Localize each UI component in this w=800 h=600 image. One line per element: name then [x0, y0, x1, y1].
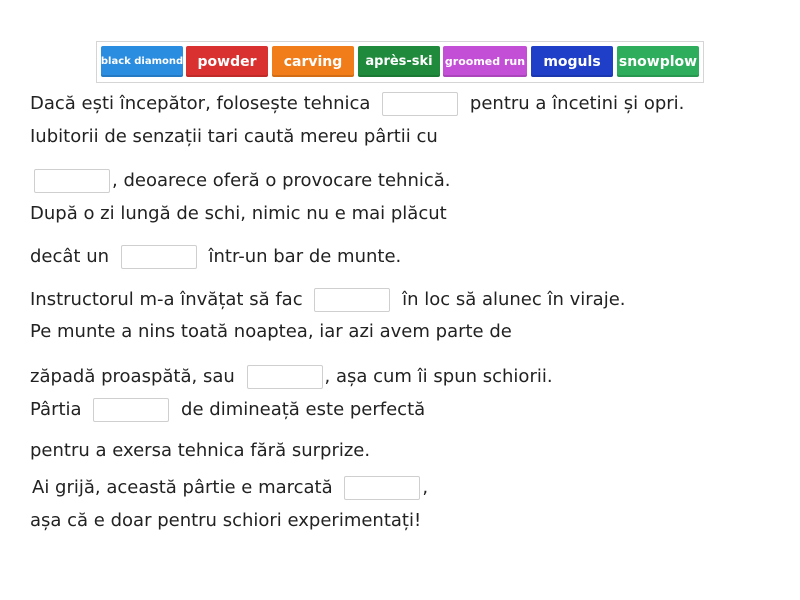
word-bank — [96, 41, 704, 83]
sentence-text: zăpadă proaspătă, sau — [30, 366, 235, 387]
sentence-1 — [30, 92, 684, 116]
sentence-7-line-1 — [32, 476, 428, 500]
sentence-5-line-2 — [30, 365, 553, 389]
chip-carving[interactable]: carving — [272, 46, 354, 77]
sentence-2-line-2 — [34, 169, 451, 193]
sentence-6-line-2 — [30, 440, 370, 462]
sentence-text: Pe munte a nins toată noaptea, iar azi avem parte de — [30, 321, 512, 342]
blank-drop-zone-6[interactable] — [93, 398, 169, 422]
sentence-text: Iubitorii de senzații tari caută mereu pârtii cu — [30, 126, 438, 147]
blank-drop-zone-2[interactable] — [34, 169, 110, 193]
chip-groomed-run[interactable]: groomed run — [443, 46, 527, 77]
sentence-text: decât un — [30, 246, 110, 267]
sentence-text: în loc să alunec în viraje. — [402, 289, 626, 310]
sentence-3-line-1 — [30, 203, 447, 225]
sentence-text: pentru a exersa tehnica fără surprize. — [30, 440, 371, 461]
blank-drop-zone-7[interactable] — [344, 476, 420, 500]
sentence-text: , — [422, 477, 429, 498]
sentence-text: Instructorul m-a învățat să fac — [30, 289, 303, 310]
sentence-text: , așa cum îi spun schiorii. — [324, 366, 553, 387]
chip-snowplow[interactable]: snowplow — [617, 46, 699, 77]
blank-drop-zone-1[interactable] — [382, 92, 458, 116]
sentence-4 — [30, 288, 626, 312]
chip-black-diamond[interactable]: black diamond — [101, 46, 183, 77]
sentence-6-line-1 — [30, 398, 425, 422]
sentence-3-line-2 — [30, 245, 401, 269]
blank-drop-zone-3[interactable] — [121, 245, 197, 269]
sentence-text: de dimineață este perfectă — [181, 399, 426, 420]
sentence-text: Pârtia — [30, 399, 82, 420]
sentence-text: așa că e doar pentru schiori experimentați! — [30, 510, 422, 531]
sentence-text: După o zi lungă de schi, nimic nu e mai plăcut — [30, 203, 447, 224]
sentence-text: pentru a încetini și opri. — [469, 93, 685, 114]
sentence-2-line-1 — [30, 126, 438, 148]
sentence-7-line-2 — [30, 510, 421, 532]
sentence-text: Dacă ești începător, folosește tehnica — [30, 93, 371, 114]
blank-drop-zone-4[interactable] — [314, 288, 390, 312]
sentence-text: într-un bar de munte. — [208, 246, 402, 267]
chip-powder[interactable]: powder — [186, 46, 268, 77]
sentence-5-line-1 — [30, 321, 512, 343]
chip-apres-ski[interactable]: après-ski — [358, 46, 440, 77]
sentence-text: , deoarece oferă o provocare tehnică. — [112, 170, 451, 191]
chip-moguls[interactable]: moguls — [531, 46, 613, 77]
blank-drop-zone-5[interactable] — [247, 365, 323, 389]
sentence-text: Ai grijă, această pârtie e marcată — [32, 477, 333, 498]
